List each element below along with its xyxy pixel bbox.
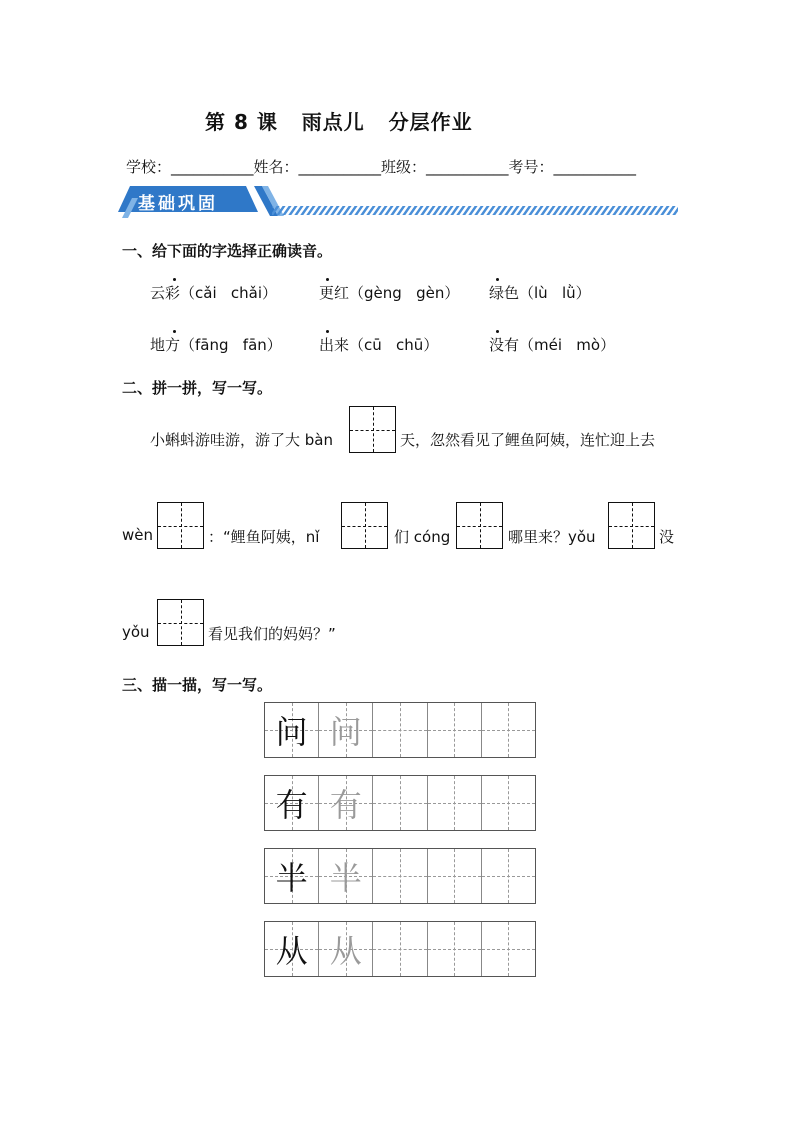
q1-item: 出来（cū chū） [319, 336, 439, 354]
section-banner [118, 184, 678, 220]
grid-cell[interactable] [373, 776, 427, 830]
q1-heading: 一、给下面的字选择正确读音。 [122, 242, 333, 260]
trace-char: 半 [329, 859, 362, 897]
model-char: 问 [275, 713, 308, 751]
model-char: 有 [275, 786, 308, 824]
grid-cell[interactable] [373, 703, 427, 757]
grid-cell[interactable] [265, 703, 319, 757]
grid-cell[interactable] [428, 922, 482, 976]
q3-heading: 三、描一描，写一写。 [122, 676, 273, 694]
writing-box[interactable] [341, 502, 388, 549]
grid-cell[interactable] [319, 703, 373, 757]
grid-cell[interactable] [482, 703, 535, 757]
student-info-line: 学校：___________姓名：___________班级：___________考号：___________ [126, 158, 637, 176]
tracing-row [264, 921, 536, 977]
trace-char: 有 [329, 786, 362, 824]
grid-cell[interactable] [482, 922, 535, 976]
grid-cell[interactable] [428, 849, 482, 903]
grid-cell[interactable] [428, 703, 482, 757]
page-title: 第 8 课 雨点儿 分层作业 [205, 110, 473, 134]
emphasis-dot [326, 278, 329, 281]
writing-box[interactable] [608, 502, 655, 549]
grid-cell[interactable] [482, 849, 535, 903]
q2-text: ：“鲤鱼阿姨，nǐ [208, 528, 320, 546]
q2-heading: 二、拼一拼，写一写。 [122, 379, 273, 397]
grid-cell[interactable] [265, 849, 319, 903]
grid-cell[interactable] [265, 776, 319, 830]
grid-cell[interactable] [373, 922, 427, 976]
q2-text: 们 cóng [394, 528, 451, 546]
trace-char: 问 [329, 713, 362, 751]
q2-text: 天，忽然看见了鲤鱼阿姨，连忙迎上去 [400, 431, 656, 449]
grid-cell[interactable] [482, 776, 535, 830]
trace-char: 从 [329, 932, 362, 970]
writing-box[interactable] [349, 406, 396, 453]
tracing-row [264, 702, 536, 758]
q1-item: 地方（fāng fān） [150, 336, 282, 354]
q2-text: yǒu [122, 623, 150, 641]
q2-text: 小蝌蚪游哇游，游了大 bàn [150, 431, 333, 449]
q1-item: 云彩（cǎi chǎi） [150, 284, 278, 302]
grid-cell[interactable] [319, 849, 373, 903]
q2-text: 看见我们的妈妈？” [208, 625, 336, 643]
tracing-row [264, 775, 536, 831]
q2-text: wèn [122, 526, 154, 544]
emphasis-dot [496, 278, 499, 281]
tracing-row [264, 848, 536, 904]
q1-item: 没有（méi mò） [489, 336, 616, 354]
q2-text: 哪里来？yǒu [508, 528, 596, 546]
model-char: 从 [275, 932, 308, 970]
q1-item: 更红（gèng gèn） [319, 284, 460, 302]
emphasis-dot [496, 330, 499, 333]
grid-cell[interactable] [428, 776, 482, 830]
emphasis-dot [173, 330, 176, 333]
grid-cell[interactable] [319, 922, 373, 976]
q2-text: 没 [659, 528, 675, 546]
grid-cell[interactable] [373, 849, 427, 903]
writing-box[interactable] [157, 599, 204, 646]
writing-box[interactable] [157, 502, 204, 549]
q1-item: 绿色（lù lǜ） [489, 284, 591, 302]
emphasis-dot [173, 278, 176, 281]
grid-cell[interactable] [319, 776, 373, 830]
model-char: 半 [275, 859, 308, 897]
grid-cell[interactable] [265, 922, 319, 976]
writing-box[interactable] [456, 502, 503, 549]
emphasis-dot [326, 330, 329, 333]
banner-label: 基础巩固 [138, 194, 218, 214]
